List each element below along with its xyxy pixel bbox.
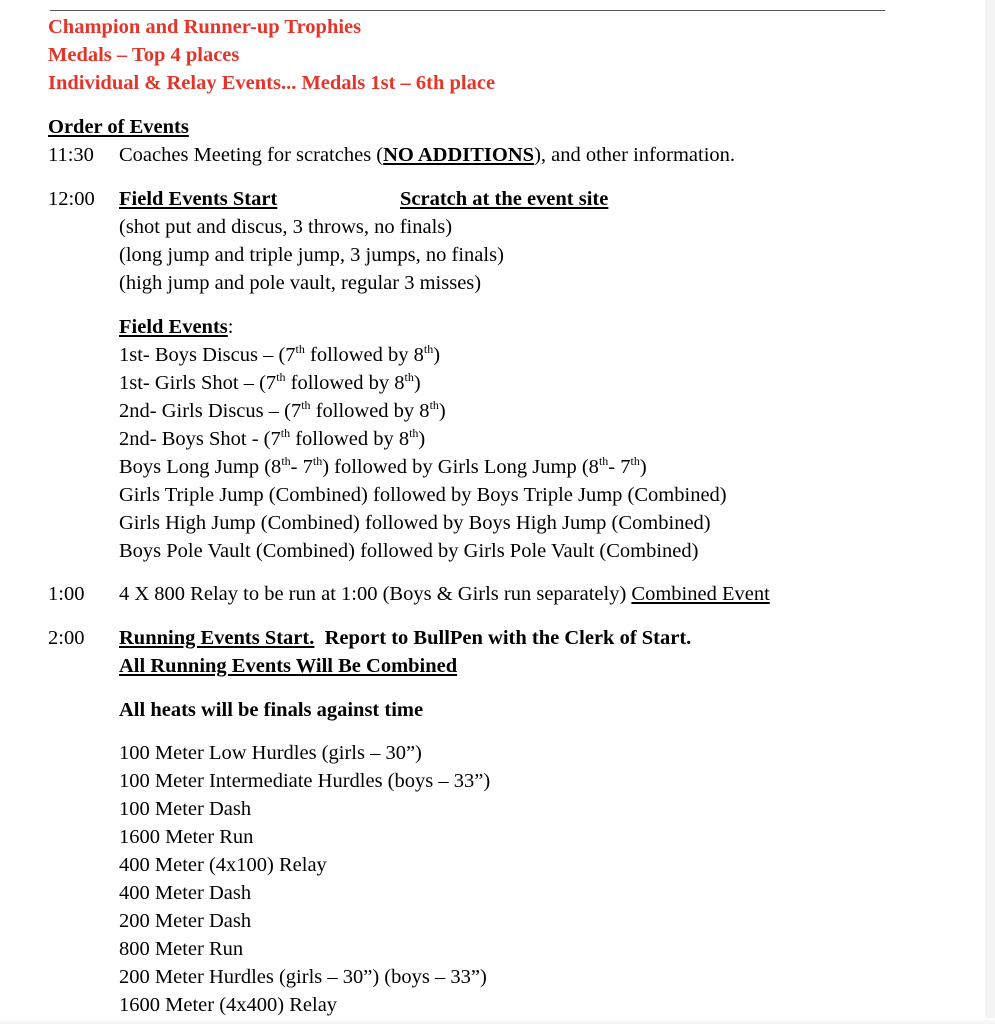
ordinal-suffix: th bbox=[404, 370, 414, 384]
scratch-at-event-site: Scratch at the event site bbox=[400, 188, 609, 210]
field-events-colon: : bbox=[227, 316, 234, 338]
ordinal-suffix: th bbox=[280, 426, 291, 440]
field-event-item: Boys Pole Vault (Combined) followed by Girls Pole Vault (Combined) bbox=[119, 540, 699, 562]
field-event-text: ) bbox=[639, 456, 647, 478]
field-event-text: followed by 8 bbox=[290, 428, 410, 450]
field-event-text: Boys Long Jump (8 bbox=[119, 456, 282, 478]
coaches-meeting-text: Coaches Meeting for scratches ( bbox=[119, 144, 384, 166]
field-event-text: 1st- Boys Discus – (7 bbox=[119, 344, 296, 366]
top-divider bbox=[50, 10, 885, 11]
field-event-item bbox=[119, 369, 421, 397]
running-events-start bbox=[119, 624, 691, 652]
field-event-item bbox=[119, 341, 440, 369]
coaches-meeting-text-end: ), and other information. bbox=[534, 144, 736, 166]
running-event-item: 400 Meter Dash bbox=[119, 882, 252, 904]
ordinal-suffix: th bbox=[276, 370, 286, 384]
time-1130: 11:30 bbox=[48, 144, 94, 166]
combined-event: Combined Event bbox=[631, 583, 770, 605]
rule-misses: (high jump and pole vault, regular 3 misses) bbox=[119, 272, 482, 294]
field-events-heading-text: Field Events bbox=[119, 316, 228, 338]
relay-4x800-text: 4 X 800 Relay to be run at 1:00 (Boys & Girls run separately) bbox=[119, 583, 632, 605]
time-100: 1:00 bbox=[48, 583, 85, 605]
awards-trophies: Champion and Runner-up Trophies bbox=[48, 16, 362, 38]
relay-4x800 bbox=[119, 580, 770, 608]
running-event-item: 400 Meter (4x100) Relay bbox=[119, 854, 327, 876]
field-event-text: ) bbox=[433, 344, 441, 366]
ordinal-suffix: th bbox=[312, 454, 323, 468]
field-event-text: ) bbox=[413, 372, 421, 394]
ordinal-suffix: th bbox=[281, 454, 291, 468]
running-events-start-text: Running Events Start. bbox=[119, 627, 315, 649]
time-1200: 12:00 bbox=[48, 188, 95, 210]
schedule-row-1130 bbox=[48, 141, 94, 169]
field-event-text: followed by 8 bbox=[285, 372, 405, 394]
field-event-text: followed by 8 bbox=[304, 344, 424, 366]
running-event-item: 1600 Meter (4x400) Relay bbox=[119, 994, 338, 1016]
rule-jumps: (long jump and triple jump, 3 jumps, no finals) bbox=[119, 244, 504, 266]
field-events-start: Field Events Start bbox=[119, 188, 278, 210]
running-event-item: 1600 Meter Run bbox=[119, 826, 254, 848]
ordinal-suffix: th bbox=[409, 426, 419, 440]
field-event-item: Girls Triple Jump (Combined) followed by Boys Triple Jump (Combined) bbox=[119, 484, 727, 506]
ordinal-suffix: th bbox=[301, 398, 311, 412]
ordinal-suffix: th bbox=[630, 454, 640, 468]
field-event-item: Girls High Jump (Combined) followed by Boys High Jump (Combined) bbox=[119, 512, 711, 534]
awards-individual-relay: Individual & Relay Events... Medals 1st – 6th place bbox=[48, 72, 496, 94]
rule-throws: (shot put and discus, 3 throws, no finals) bbox=[119, 216, 453, 238]
field-events-heading bbox=[119, 313, 233, 341]
field-event-text: ) bbox=[418, 428, 426, 450]
field-event-text: - 7 bbox=[290, 456, 313, 478]
all-running-combined: All Running Events Will Be Combined bbox=[119, 655, 458, 677]
running-event-item: 800 Meter Run bbox=[119, 938, 244, 960]
coaches-meeting bbox=[119, 141, 735, 169]
running-event-item: 100 Meter Low Hurdles (girls – 30”) bbox=[119, 742, 422, 764]
ordinal-suffix: th bbox=[429, 398, 439, 412]
field-event-text: 2nd- Boys Shot - (7 bbox=[119, 428, 281, 450]
field-event-item bbox=[119, 453, 647, 481]
report-to-bullpen: Report to BullPen with the Clerk of Start. bbox=[314, 627, 692, 649]
field-event-text: - 7 bbox=[608, 456, 631, 478]
running-event-item: 100 Meter Dash bbox=[119, 798, 252, 820]
field-event-text: 2nd- Girls Discus – (7 bbox=[119, 400, 302, 422]
running-event-item: 200 Meter Hurdles (girls – 30”) (boys – 33”) bbox=[119, 966, 487, 988]
field-event-text: 1st- Girls Shot – (7 bbox=[119, 372, 277, 394]
page-edge bbox=[985, 0, 995, 1024]
running-event-item: 100 Meter Intermediate Hurdles (boys – 33”) bbox=[119, 770, 491, 792]
field-event-text: ) bbox=[438, 400, 446, 422]
ordinal-suffix: th bbox=[423, 342, 434, 356]
time-200: 2:00 bbox=[48, 627, 85, 649]
finals-against-time: All heats will be finals against time bbox=[119, 699, 424, 721]
ordinal-suffix: th bbox=[598, 454, 609, 468]
field-event-text: followed by 8 bbox=[310, 400, 430, 422]
field-event-item bbox=[119, 425, 425, 453]
field-event-text: ) followed by Girls Long Jump (8 bbox=[322, 456, 599, 478]
awards-medals-top4: Medals – Top 4 places bbox=[48, 44, 240, 66]
no-additions: NO ADDITIONS bbox=[383, 144, 535, 166]
running-event-item: 200 Meter Dash bbox=[119, 910, 252, 932]
page-bottom-edge bbox=[0, 1018, 995, 1024]
order-of-events-heading: Order of Events bbox=[48, 116, 189, 138]
ordinal-suffix: th bbox=[295, 342, 305, 356]
field-event-item bbox=[119, 397, 446, 425]
